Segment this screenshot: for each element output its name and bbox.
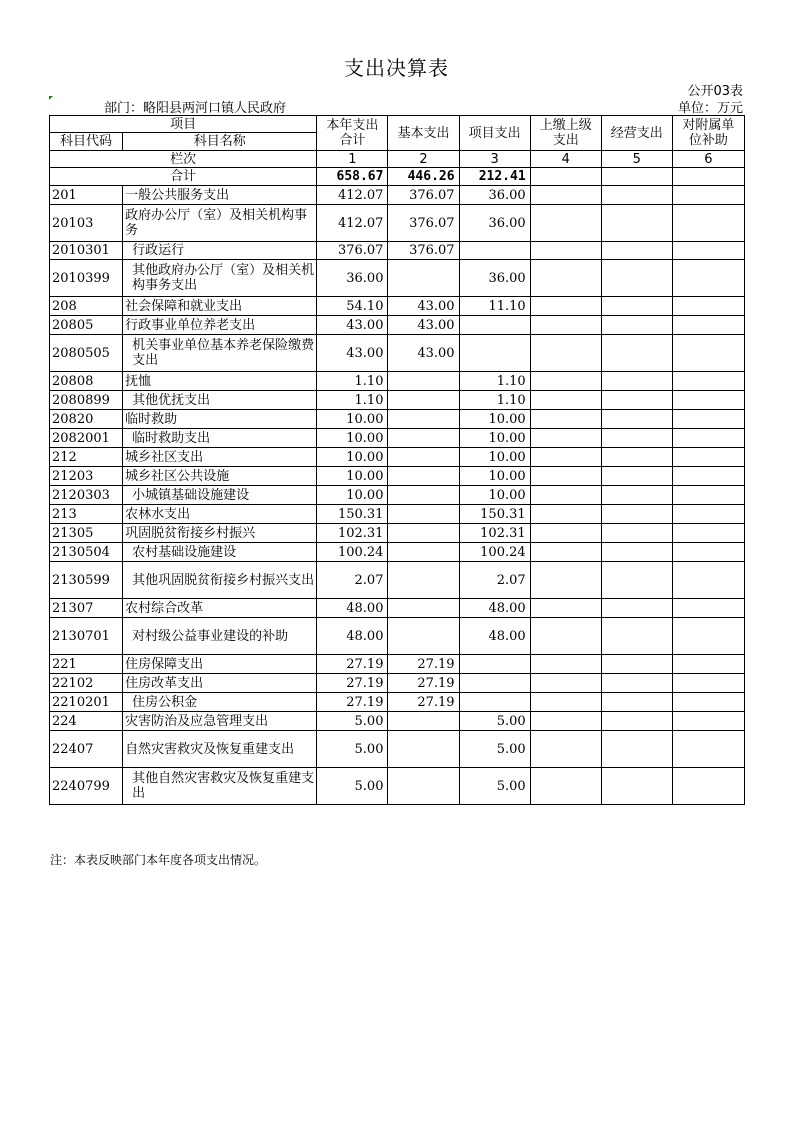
subject-code-cell: 2130504 (50, 543, 123, 562)
project-cell: 10.00 (459, 486, 530, 505)
total-cell: 43.00 (317, 316, 388, 335)
subject-code-cell: 212 (50, 448, 123, 467)
table-row (50, 448, 745, 467)
table-row (50, 505, 745, 524)
report-title: 支出决算表 (344, 56, 449, 80)
basic-cell (388, 486, 459, 505)
subject-name-cell: 对村级公益事业建设的补助 (123, 618, 317, 655)
header-project: 项目支出 (459, 116, 530, 151)
subject-code-cell: 2010301 (50, 242, 123, 260)
upper-cell (530, 524, 601, 543)
project-cell: 102.31 (459, 524, 530, 543)
project-cell: 48.00 (459, 618, 530, 655)
upper-cell (530, 768, 601, 805)
table-row (50, 205, 745, 242)
subject-name-cell: 其他自然灾害救灾及恢复重建支出 (123, 768, 317, 805)
business-cell (601, 186, 672, 205)
subsidy-cell (672, 448, 744, 467)
upper-cell (530, 297, 601, 316)
project-cell: 5.00 (459, 768, 530, 805)
subject-name-cell: 小城镇基础设施建设 (123, 486, 317, 505)
total-cell: 150.31 (317, 505, 388, 524)
project-cell (459, 693, 530, 712)
basic-cell (388, 731, 459, 768)
subsidy-cell (672, 260, 744, 297)
total-cell: 43.00 (317, 335, 388, 372)
subject-name-cell: 农村基础设施建设 (123, 543, 317, 562)
table-row (50, 372, 745, 391)
subject-code-cell: 208 (50, 297, 123, 316)
subject-code-cell: 201 (50, 186, 123, 205)
column-index-5: 5 (601, 151, 672, 168)
subsidy-cell (672, 599, 744, 618)
project-cell: 1.10 (459, 372, 530, 391)
project-cell: 11.10 (459, 297, 530, 316)
total-cell: 5.00 (317, 768, 388, 805)
basic-cell (388, 543, 459, 562)
business-cell (601, 712, 672, 731)
subsidy-cell (672, 562, 744, 599)
table-row (50, 712, 745, 731)
subject-code-cell: 21203 (50, 467, 123, 486)
total-cell: 376.07 (317, 242, 388, 260)
form-code: 公开03表 (687, 84, 743, 99)
business-cell (601, 429, 672, 448)
subsidy-cell (672, 410, 744, 429)
project-cell: 48.00 (459, 599, 530, 618)
subsidy-cell (672, 335, 744, 372)
table-row (50, 186, 745, 205)
business-cell (601, 768, 672, 805)
subject-code-cell: 2080505 (50, 335, 123, 372)
table-note: 注：本表反映部门本年度各项支出情况。 (50, 853, 267, 867)
upper-cell (530, 618, 601, 655)
business-cell (601, 543, 672, 562)
subsidy-cell (672, 712, 744, 731)
subsidy-cell (672, 768, 744, 805)
basic-cell (388, 372, 459, 391)
total-cell: 27.19 (317, 693, 388, 712)
department-label: 部门：略阳县两河口镇人民政府 (104, 101, 287, 116)
business-cell (601, 505, 672, 524)
column-index-4: 4 (530, 151, 601, 168)
upper-cell (530, 372, 601, 391)
total-cell: 10.00 (317, 429, 388, 448)
basic-cell (388, 712, 459, 731)
subject-name-cell: 其他政府办公厅（室）及相关机构事务支出 (123, 260, 317, 297)
subsidy-cell (672, 316, 744, 335)
subject-code-cell: 20805 (50, 316, 123, 335)
column-index-6: 6 (672, 151, 744, 168)
total-cell: 5.00 (317, 712, 388, 731)
basic-cell: 376.07 (388, 186, 459, 205)
business-cell (601, 410, 672, 429)
subject-name-cell: 临时救助 (123, 410, 317, 429)
business-cell (601, 260, 672, 297)
subsidy-cell (672, 372, 744, 391)
project-cell: 150.31 (459, 505, 530, 524)
subject-code-cell: 2130599 (50, 562, 123, 599)
basic-cell: 43.00 (388, 297, 459, 316)
subject-name-cell: 抚恤 (123, 372, 317, 391)
upper-cell (530, 410, 601, 429)
basic-cell: 43.00 (388, 335, 459, 372)
project-cell: 100.24 (459, 543, 530, 562)
column-index-label: 栏次 (50, 151, 317, 168)
subsidy-cell (672, 486, 744, 505)
total-cell: 5.00 (317, 731, 388, 768)
subject-name-cell: 农林水支出 (123, 505, 317, 524)
column-index-3: 3 (459, 151, 530, 168)
project-cell: 10.00 (459, 410, 530, 429)
upper-cell (530, 205, 601, 242)
subject-code-cell: 2240799 (50, 768, 123, 805)
basic-cell: 27.19 (388, 674, 459, 693)
upper-cell (530, 693, 601, 712)
upper-cell (530, 260, 601, 297)
table-row (50, 618, 745, 655)
header-subject-code: 科目代码 (50, 133, 123, 151)
project-cell: 1.10 (459, 391, 530, 410)
basic-cell (388, 429, 459, 448)
upper-cell (530, 674, 601, 693)
upper-cell (530, 505, 601, 524)
subsidy-cell (672, 655, 744, 674)
total-cell: 10.00 (317, 410, 388, 429)
subsidy-cell (672, 505, 744, 524)
subsidy-cell (672, 543, 744, 562)
subject-name-cell: 巩固脱贫衔接乡村振兴 (123, 524, 317, 543)
subsidy-cell (672, 731, 744, 768)
subject-name-cell: 灾害防治及应急管理支出 (123, 712, 317, 731)
subsidy-cell (672, 693, 744, 712)
basic-cell (388, 618, 459, 655)
total-cell: 36.00 (317, 260, 388, 297)
table-row (50, 674, 745, 693)
business-cell (601, 242, 672, 260)
table-row (50, 260, 745, 297)
business-cell (601, 205, 672, 242)
business-cell (601, 674, 672, 693)
subject-name-cell: 行政运行 (123, 242, 317, 260)
business-cell (601, 467, 672, 486)
header-item-group: 项目 (50, 116, 317, 133)
business-cell (601, 448, 672, 467)
upper-cell (530, 429, 601, 448)
table-row (50, 410, 745, 429)
subsidy-cell (672, 186, 744, 205)
upper-cell (530, 335, 601, 372)
total-cell: 27.19 (317, 655, 388, 674)
subject-code-cell: 2010399 (50, 260, 123, 297)
totals-subsidy (672, 168, 744, 186)
project-cell (459, 316, 530, 335)
subsidy-cell (672, 205, 744, 242)
subject-name-cell: 其他巩固脱贫衔接乡村振兴支出 (123, 562, 317, 599)
table-row (50, 599, 745, 618)
subject-name-cell: 行政事业单位养老支出 (123, 316, 317, 335)
total-cell: 1.10 (317, 391, 388, 410)
business-cell (601, 297, 672, 316)
subject-code-cell: 2130701 (50, 618, 123, 655)
subject-code-cell: 2082001 (50, 429, 123, 448)
basic-cell: 376.07 (388, 242, 459, 260)
basic-cell (388, 467, 459, 486)
basic-cell (388, 391, 459, 410)
upper-cell (530, 543, 601, 562)
table-row (50, 297, 745, 316)
subject-name-cell: 其他优抚支出 (123, 391, 317, 410)
table-row (50, 429, 745, 448)
subsidy-cell (672, 297, 744, 316)
table-row (50, 693, 745, 712)
business-cell (601, 524, 672, 543)
upper-cell (530, 316, 601, 335)
totals-total: 658.67 (317, 168, 388, 186)
totals-business (601, 168, 672, 186)
subject-name-cell: 临时救助支出 (123, 429, 317, 448)
totals-basic: 446.26 (388, 168, 459, 186)
column-index-2: 2 (388, 151, 459, 168)
table-row (50, 562, 745, 599)
subject-code-cell: 22102 (50, 674, 123, 693)
subject-code-cell: 20808 (50, 372, 123, 391)
subject-name-cell: 社会保障和就业支出 (123, 297, 317, 316)
total-cell: 48.00 (317, 618, 388, 655)
basic-cell (388, 410, 459, 429)
table-row (50, 486, 745, 505)
business-cell (601, 486, 672, 505)
table-row (50, 524, 745, 543)
basic-cell: 27.19 (388, 655, 459, 674)
total-cell: 412.07 (317, 186, 388, 205)
subject-code-cell: 213 (50, 505, 123, 524)
business-cell (601, 391, 672, 410)
project-cell: 10.00 (459, 429, 530, 448)
project-cell: 5.00 (459, 731, 530, 768)
header-subject-name: 科目名称 (123, 133, 317, 151)
table-row (50, 768, 745, 805)
project-cell (459, 674, 530, 693)
subject-name-cell: 住房公积金 (123, 693, 317, 712)
total-cell: 412.07 (317, 205, 388, 242)
project-cell: 10.00 (459, 448, 530, 467)
subject-code-cell: 20103 (50, 205, 123, 242)
table-row (50, 316, 745, 335)
column-index-1: 1 (317, 151, 388, 168)
subject-code-cell: 21305 (50, 524, 123, 543)
subsidy-cell (672, 524, 744, 543)
total-cell: 10.00 (317, 486, 388, 505)
business-cell (601, 731, 672, 768)
business-cell (601, 599, 672, 618)
total-cell: 10.00 (317, 467, 388, 486)
total-cell: 54.10 (317, 297, 388, 316)
subject-code-cell: 22407 (50, 731, 123, 768)
table-row (50, 242, 745, 260)
subject-name-cell: 住房改革支出 (123, 674, 317, 693)
basic-cell (388, 448, 459, 467)
subsidy-cell (672, 674, 744, 693)
basic-cell (388, 260, 459, 297)
project-cell (459, 655, 530, 674)
unit-label: 单位：万元 (677, 101, 743, 116)
subject-name-cell: 城乡社区公共设施 (123, 467, 317, 486)
header-subsidy: 对附属单 位补助 (672, 116, 744, 151)
table-row (50, 655, 745, 674)
business-cell (601, 693, 672, 712)
upper-cell (530, 731, 601, 768)
totals-upper (530, 168, 601, 186)
header-upper: 上缴上级 支出 (530, 116, 601, 151)
subsidy-cell (672, 467, 744, 486)
basic-cell (388, 505, 459, 524)
subject-code-cell: 20820 (50, 410, 123, 429)
project-cell: 36.00 (459, 186, 530, 205)
upper-cell (530, 467, 601, 486)
business-cell (601, 335, 672, 372)
subject-code-cell: 2210201 (50, 693, 123, 712)
totals-project: 212.41 (459, 168, 530, 186)
subject-name-cell: 农村综合改革 (123, 599, 317, 618)
header-business: 经营支出 (601, 116, 672, 151)
upper-cell (530, 599, 601, 618)
total-cell: 100.24 (317, 543, 388, 562)
subsidy-cell (672, 429, 744, 448)
totals-label: 合计 (50, 168, 317, 186)
subject-name-cell: 城乡社区支出 (123, 448, 317, 467)
subject-name-cell: 住房保障支出 (123, 655, 317, 674)
upper-cell (530, 448, 601, 467)
subject-code-cell: 2080899 (50, 391, 123, 410)
basic-cell (388, 524, 459, 543)
business-cell (601, 618, 672, 655)
subject-name-cell: 一般公共服务支出 (123, 186, 317, 205)
project-cell: 2.07 (459, 562, 530, 599)
business-cell (601, 372, 672, 391)
upper-cell (530, 712, 601, 731)
project-cell: 10.00 (459, 467, 530, 486)
business-cell (601, 316, 672, 335)
cell-comment-marker (49, 96, 53, 100)
basic-cell (388, 562, 459, 599)
basic-cell (388, 768, 459, 805)
upper-cell (530, 242, 601, 260)
subject-name-cell: 政府办公厅（室）及相关机构事务 (123, 205, 317, 242)
business-cell (601, 655, 672, 674)
basic-cell (388, 599, 459, 618)
project-cell: 36.00 (459, 205, 530, 242)
project-cell: 5.00 (459, 712, 530, 731)
header-basic: 基本支出 (388, 116, 459, 151)
subject-name-cell: 自然灾害救灾及恢复重建支出 (123, 731, 317, 768)
basic-cell: 27.19 (388, 693, 459, 712)
basic-cell: 43.00 (388, 316, 459, 335)
subject-code-cell: 221 (50, 655, 123, 674)
upper-cell (530, 186, 601, 205)
table-row (50, 335, 745, 372)
expenditure-table (49, 115, 745, 805)
total-cell: 2.07 (317, 562, 388, 599)
table-row (50, 467, 745, 486)
header-total: 本年支出 合计 (317, 116, 388, 151)
subsidy-cell (672, 618, 744, 655)
total-cell: 27.19 (317, 674, 388, 693)
subject-code-cell: 21307 (50, 599, 123, 618)
subsidy-cell (672, 242, 744, 260)
table-row (50, 543, 745, 562)
upper-cell (530, 655, 601, 674)
project-cell (459, 242, 530, 260)
total-cell: 102.31 (317, 524, 388, 543)
subject-code-cell: 224 (50, 712, 123, 731)
subject-name-cell: 机关事业单位基本养老保险缴费支出 (123, 335, 317, 372)
business-cell (601, 562, 672, 599)
upper-cell (530, 562, 601, 599)
total-cell: 10.00 (317, 448, 388, 467)
table-row (50, 731, 745, 768)
table-row (50, 391, 745, 410)
upper-cell (530, 486, 601, 505)
subsidy-cell (672, 391, 744, 410)
total-cell: 48.00 (317, 599, 388, 618)
upper-cell (530, 391, 601, 410)
basic-cell: 376.07 (388, 205, 459, 242)
project-cell: 36.00 (459, 260, 530, 297)
project-cell (459, 335, 530, 372)
total-cell: 1.10 (317, 372, 388, 391)
subject-code-cell: 2120303 (50, 486, 123, 505)
